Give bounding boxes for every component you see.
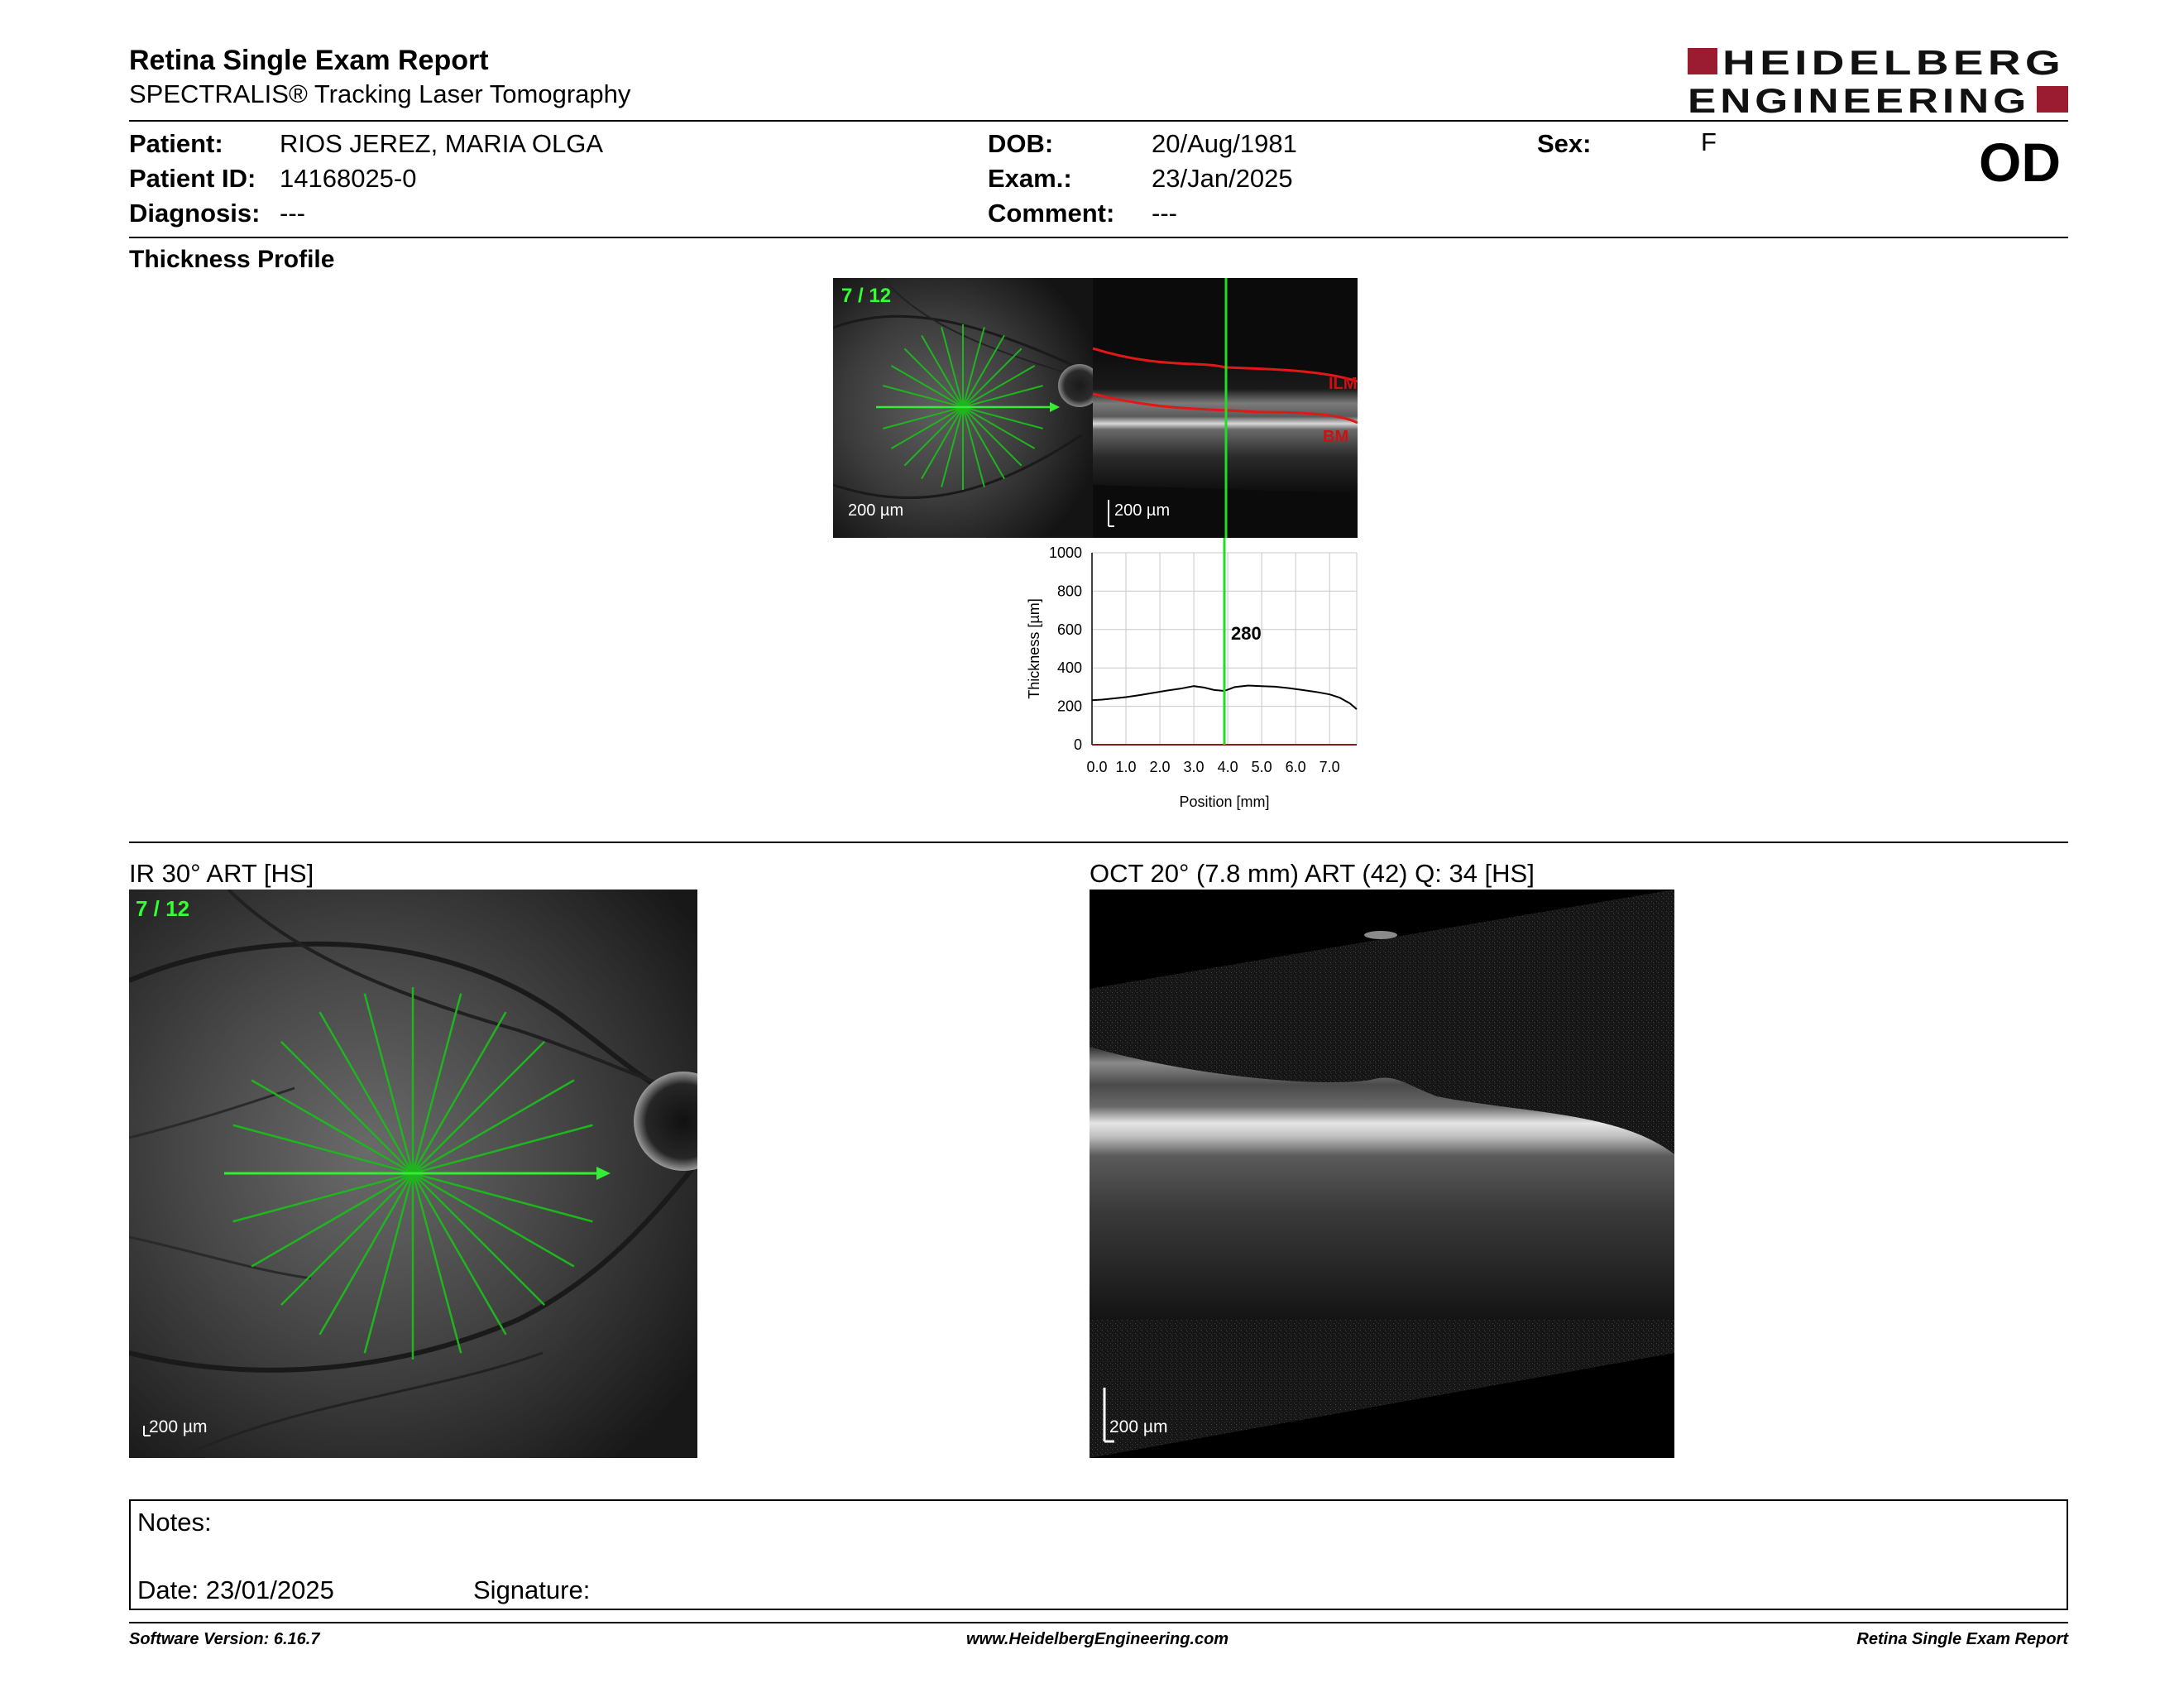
notes-label: Notes: (137, 1508, 212, 1537)
signature-label: Signature: (473, 1575, 591, 1604)
patient-id: 14168025-0 (280, 164, 417, 193)
fundus-large-graphic (129, 890, 697, 1458)
ir-scale-label: 200 µm (149, 1417, 208, 1436)
marker-value-label: 280 (1231, 622, 1262, 644)
dob-value: 20/Aug/1981 (1152, 129, 1297, 158)
oct-small-graphic (1093, 278, 1358, 538)
fundus-small-graphic (833, 278, 1093, 538)
profile-divider (129, 842, 2068, 843)
oct-bscan-image (1090, 890, 1674, 1458)
chart-y-tick-label: 200 (1056, 698, 1082, 715)
comment-value: --- (1152, 199, 1177, 228)
exam-value: 23/Jan/2025 (1152, 164, 1293, 193)
patient-label: Patient: (129, 129, 223, 158)
bm-label: BM (1323, 428, 1349, 446)
dob-label: DOB: (988, 129, 1054, 158)
chart-x-tick-label: 3.0 (1183, 759, 1205, 775)
patient-divider (129, 237, 2068, 238)
diagnosis-label: Diagnosis: (129, 199, 261, 228)
sex-label: Sex: (1537, 129, 1592, 158)
ir-fundus-image (129, 890, 697, 1458)
patient-name: RIOS JEREZ, MARIA OLGA (280, 129, 604, 158)
footer-website-link[interactable]: www.HeidelbergEngineering.com (966, 1630, 1229, 1648)
chart-y-tick-label: 400 (1056, 659, 1082, 677)
chart-x-tick-label: 2.0 (1149, 759, 1171, 775)
small-oct-scale: 200 µm (1114, 501, 1171, 520)
chart-x-tick-label: 1.0 (1115, 759, 1137, 775)
thickness-profile-title: Thickness Profile (129, 246, 335, 273)
chart-x-tick-label: 7.0 (1319, 759, 1340, 775)
report-title: Retina Single Exam Report (129, 45, 489, 76)
date-label: Date: 23/01/2025 (137, 1575, 334, 1604)
exam-label: Exam.: (988, 164, 1072, 193)
thickness-oct-image (1093, 278, 1358, 538)
chart-y-tick-label: 1000 (1048, 544, 1082, 561)
oct-scale-label: 200 µm (1109, 1417, 1168, 1436)
logo-line1: HEIDELBERG (1722, 43, 2065, 82)
eye-indicator: OD (1979, 132, 2061, 193)
thickness-ir-image (833, 278, 1093, 538)
ir-panel-title: IR 30° ART [HS] (129, 859, 314, 888)
header-divider (129, 120, 2068, 122)
chart-x-axis-label: Position [mm] (1179, 794, 1270, 810)
small-scan-counter: 7 / 12 (841, 285, 892, 307)
thickness-chart (1009, 538, 1373, 819)
sex-value: F (1701, 127, 1717, 156)
report-subtitle: SPECTRALIS® Tracking Laser Tomography (129, 79, 631, 108)
logo-line2: ENGINEERING (1688, 81, 2030, 117)
chart-y-tick-label: 0 (1073, 736, 1082, 753)
footer-divider (129, 1622, 2068, 1623)
chart-x-tick-label: 6.0 (1285, 759, 1306, 775)
chart-x-tick-label: 4.0 (1217, 759, 1238, 775)
notes-box[interactable] (129, 1499, 2068, 1610)
oct-panel-title: OCT 20° (7.8 mm) ART (42) Q: 34 [HS] (1090, 859, 1535, 888)
heidelberg-engineering-logo (1688, 43, 2068, 117)
chart-y-axis-label: Thickness [µm] (1026, 598, 1042, 699)
ir-scan-counter: 7 / 12 (136, 896, 190, 921)
chart-x-tick-label: 0.0 (1086, 759, 1108, 775)
ilm-label: ILM (1329, 375, 1358, 393)
chart-x-tick-label: 5.0 (1251, 759, 1272, 775)
footer-report-name: Retina Single Exam Report (1856, 1630, 2068, 1648)
footer-software-version: Software Version: 6.16.7 (129, 1630, 320, 1648)
small-ir-scale: 200 µm (848, 501, 904, 520)
oct-large-graphic (1090, 890, 1674, 1458)
chart-y-tick-label: 600 (1056, 621, 1082, 638)
diagnosis-value: --- (280, 199, 305, 228)
comment-label: Comment: (988, 199, 1115, 228)
patient-id-label: Patient ID: (129, 164, 256, 193)
chart-y-tick-label: 800 (1056, 583, 1082, 600)
